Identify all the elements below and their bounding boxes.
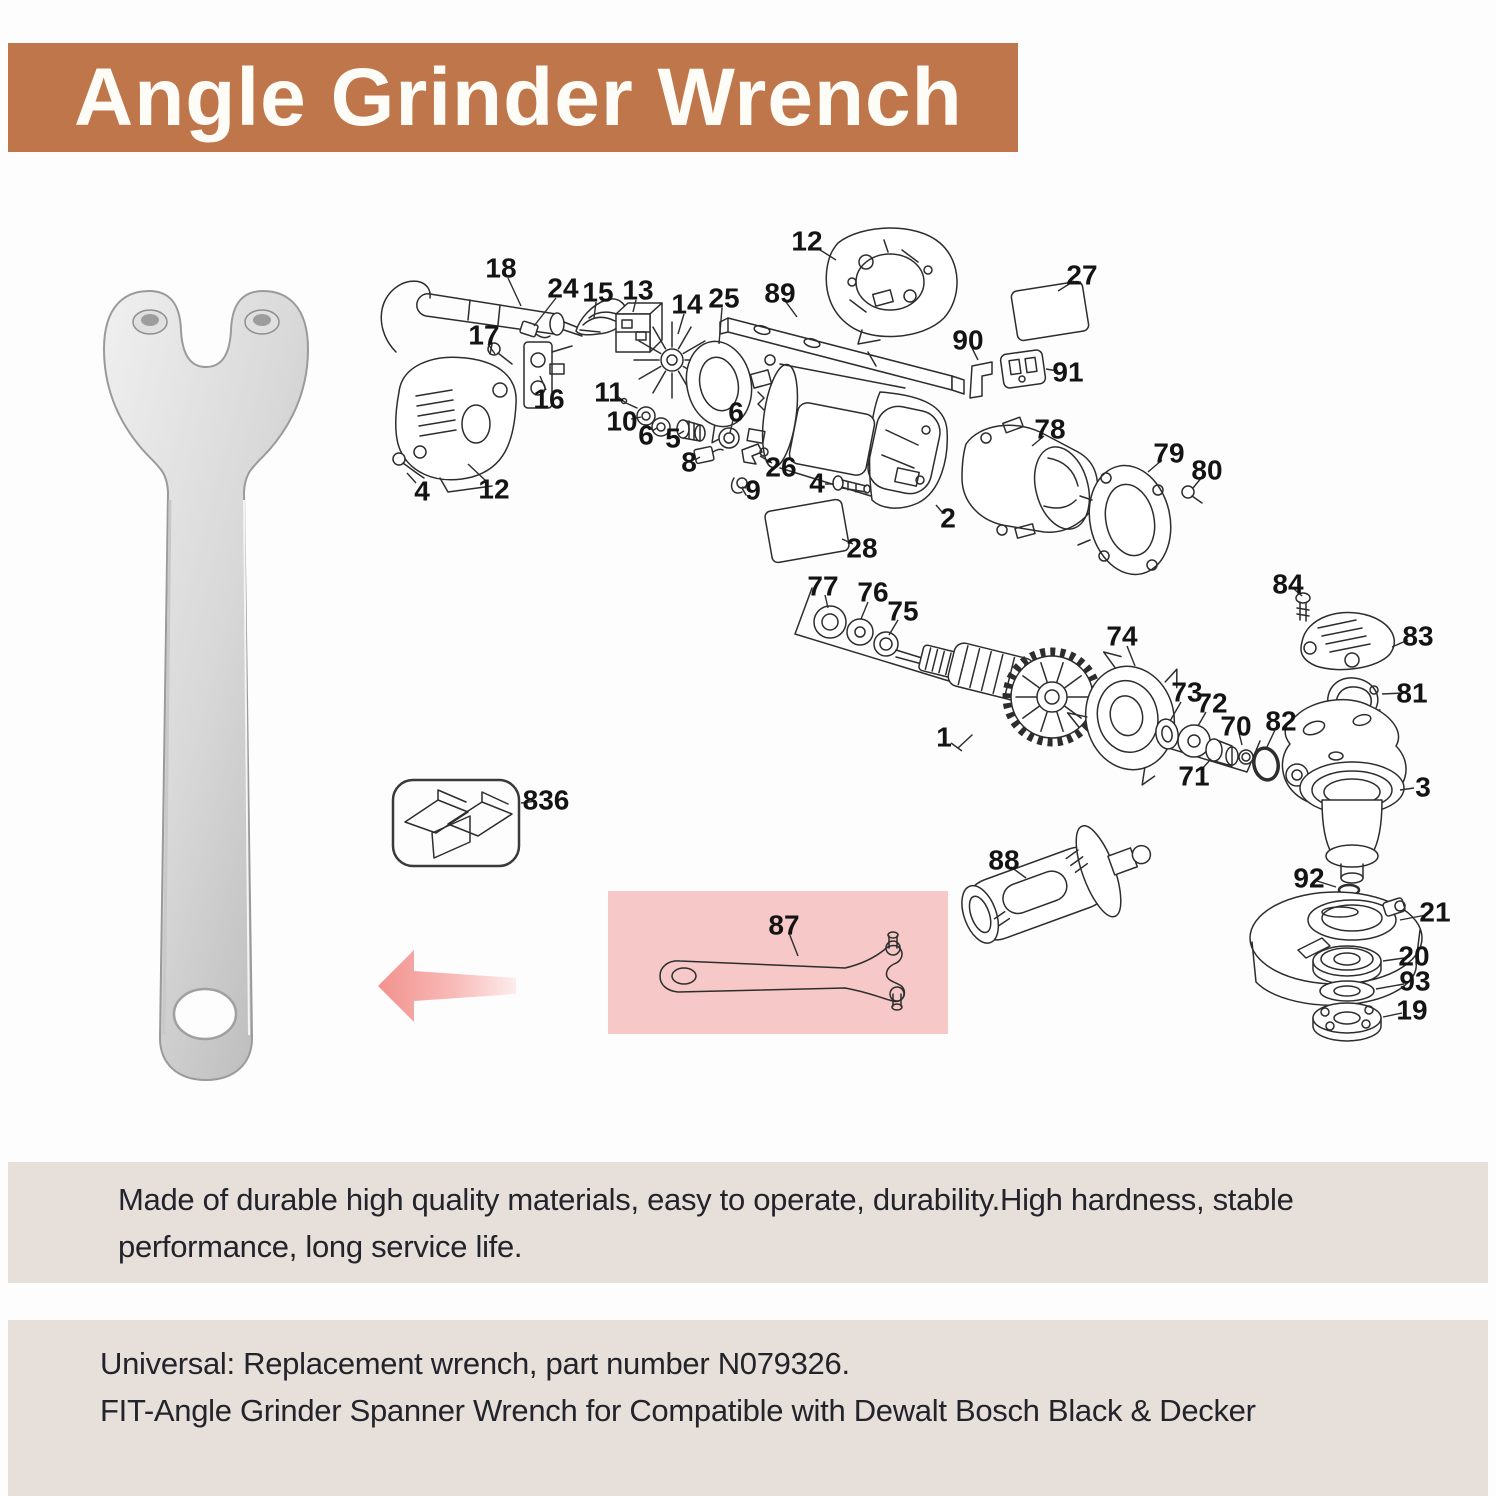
part-24-brush (520, 321, 550, 338)
part-label-28-80: 80 (1191, 454, 1223, 486)
part-label-1-24: 24 (547, 272, 579, 304)
leader-line-33-1 (951, 743, 962, 751)
feature-line-1: Made of durable high quality materials, easy to operate, durability.High hardness, stable (118, 1182, 1294, 1217)
part-label-39-84: 84 (1272, 568, 1304, 600)
part-836-badge (393, 780, 519, 866)
feature-text-box (8, 1162, 1488, 1283)
part-72-spacer (1178, 725, 1210, 757)
part-label-31-75: 75 (887, 595, 919, 627)
part-label-43-92: 92 (1293, 862, 1325, 894)
part-label-35-72: 72 (1196, 687, 1228, 719)
part-label-10-11: 11 (594, 376, 624, 408)
part-label-7-16: 16 (533, 383, 565, 415)
part-label-30-76: 76 (857, 576, 889, 608)
part-12-switch-housing (826, 228, 957, 344)
part-label-17-9: 9 (745, 474, 761, 506)
part-88-side-handle (949, 807, 1167, 965)
part-label-29-77: 77 (807, 570, 839, 602)
part-91-plate (1000, 349, 1046, 389)
part-label-37-82: 82 (1265, 705, 1297, 737)
part-71-bushing (1206, 739, 1238, 766)
part-label-33-1: 1 (936, 721, 952, 753)
part-90-bracket (970, 362, 992, 398)
part-label-34-73: 73 (1171, 676, 1203, 708)
part-label-4-14: 14 (671, 288, 703, 320)
wrench-photo (104, 291, 308, 1080)
part-label-32-74: 74 (1106, 620, 1138, 652)
part-label-23-2: 2 (940, 502, 956, 534)
part-6-bearing-right (719, 428, 739, 448)
part-label-38-71: 71 (1178, 760, 1210, 792)
part-label-20-27: 27 (1066, 259, 1098, 291)
compatibility-line-1: Universal: Replacement wrench, part number N079326. (100, 1346, 850, 1381)
part-label-44-21: 21 (1419, 896, 1451, 928)
part-28-label-panel (764, 499, 850, 564)
part-label-45-20: 20 (1398, 940, 1430, 972)
part-label-49-836: 836 (522, 784, 570, 816)
feature-line-2: performance, long service life. (118, 1229, 523, 1264)
part-83-cover (1301, 612, 1394, 669)
part-80-screw (1182, 486, 1202, 503)
part-3-gear-case (1282, 700, 1406, 883)
part-label-11-10: 10 (606, 405, 638, 437)
part-label-50-87: 87 (768, 909, 800, 941)
part-label-26-78: 78 (1034, 413, 1066, 445)
part-label-14-6: 6 (728, 396, 744, 428)
wrench-pin-left (133, 310, 167, 334)
part-8-brush (694, 446, 723, 463)
part-75-washer (874, 632, 898, 656)
part-label-22-91: 91 (1052, 356, 1084, 388)
page-title: Angle Grinder Wrench (74, 51, 963, 143)
part-1-armature (896, 641, 1116, 742)
part-label-13-5: 5 (665, 422, 681, 454)
part-label-12-6: 6 (638, 419, 654, 451)
part-label-2-15: 15 (582, 276, 614, 308)
part-label-21-90: 90 (952, 324, 984, 356)
part-label-6-17: 17 (468, 319, 500, 351)
part-label-48-88: 88 (988, 844, 1020, 876)
part-13-switch (616, 303, 662, 352)
part-label-9-4: 4 (414, 475, 430, 507)
part-label-16-26: 26 (765, 451, 797, 483)
part-label-47-19: 19 (1396, 994, 1428, 1026)
part-76-washer (847, 619, 873, 645)
part-label-8-12: 12 (478, 473, 510, 505)
part-label-18-12: 12 (791, 225, 823, 257)
part-93-washer (1320, 981, 1374, 1001)
part-label-19-89: 89 (764, 277, 796, 309)
part-70-nut (1239, 750, 1253, 764)
part-5-pinion (677, 420, 705, 441)
part-label-41-81: 81 (1396, 677, 1428, 709)
part-label-3-13: 13 (622, 274, 654, 306)
part-label-5-25: 25 (708, 282, 740, 314)
part-82-o-ring (1251, 746, 1281, 782)
part-78-field-coil (962, 417, 1098, 538)
part-label-24-4: 4 (809, 467, 825, 499)
compatibility-text-box (8, 1320, 1488, 1496)
part-label-25-28: 28 (846, 532, 878, 564)
part-label-42-3: 3 (1415, 771, 1431, 803)
part-26-lever (742, 444, 762, 464)
part-label-27-79: 79 (1153, 437, 1185, 469)
wrench-pin-right (245, 310, 279, 334)
compatibility-line-2: FIT-Angle Grinder Spanner Wrench for Compatible with Dewalt Bosch Black & Decker (100, 1393, 1256, 1428)
arrow-left-icon (378, 950, 516, 1022)
part-label-15-8: 8 (681, 446, 697, 478)
part-label-40-83: 83 (1402, 620, 1434, 652)
part-label-0-18: 18 (485, 252, 517, 284)
part-label-36-70: 70 (1220, 710, 1252, 742)
wrench-hanging-hole (174, 989, 236, 1039)
part-label-46-93: 93 (1399, 965, 1431, 997)
part-77-bearing (814, 606, 846, 638)
part-19-flange (1313, 1003, 1381, 1041)
